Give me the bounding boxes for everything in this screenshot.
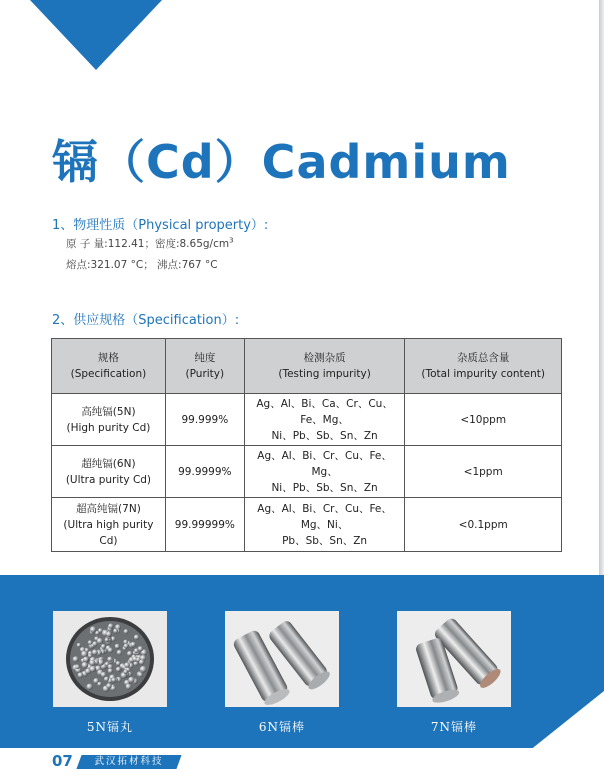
cell-impurity bbox=[244, 446, 405, 498]
physical-property-heading: 1、物理性质（Physical property）: bbox=[52, 218, 269, 233]
grade-en: (High purity Cd) bbox=[66, 421, 151, 434]
pellet bbox=[98, 628, 103, 633]
page-title: 镉（Cd）Cadmium bbox=[52, 135, 511, 189]
table-row bbox=[52, 394, 562, 446]
pellet bbox=[78, 672, 84, 678]
pellet bbox=[123, 669, 128, 674]
rods-image-6n bbox=[225, 611, 339, 707]
pellet bbox=[92, 641, 97, 646]
cell-total: <0.1ppm bbox=[405, 498, 562, 552]
pellet bbox=[97, 638, 103, 644]
brand-name: 武汉拓材科技 bbox=[94, 756, 164, 767]
grade-cn: 超纯镉(6N) bbox=[81, 457, 136, 470]
header-en: (Total impurity content) bbox=[421, 368, 545, 380]
bottom-corner-triangle bbox=[494, 691, 604, 779]
cell-grade bbox=[52, 498, 166, 552]
pellet bbox=[140, 666, 147, 673]
impurity-line: Ni、Pb、Sb、Sn、Zn bbox=[271, 429, 378, 442]
atomic-weight-density-text: 原 子 量:112.41；密度:8.65g/cm bbox=[66, 238, 230, 250]
pellet bbox=[134, 635, 139, 640]
pellet bbox=[134, 648, 139, 653]
header-specification bbox=[52, 339, 166, 394]
pellet bbox=[90, 666, 96, 672]
header-en: (Testing impurity) bbox=[278, 368, 371, 380]
photo-6n-rods bbox=[225, 611, 339, 707]
pellet bbox=[108, 623, 113, 628]
pellet bbox=[113, 629, 118, 634]
density-unit-superscript: 3 bbox=[229, 236, 234, 245]
pellet bbox=[128, 677, 134, 683]
header-en: (Purity) bbox=[185, 368, 225, 380]
pellet bbox=[116, 667, 121, 672]
header-cn: 杂质总含量 bbox=[456, 352, 510, 364]
grade-en: (Ultra high purity Cd) bbox=[63, 518, 154, 547]
header-purity bbox=[165, 339, 244, 394]
impurity-line: Ag、Al、Bi、Cr、Cu、Fe、Mg、 bbox=[257, 449, 392, 478]
pellet bbox=[82, 662, 89, 669]
impurity-line: Ni、Pb、Sb、Sn、Zn bbox=[271, 481, 378, 494]
table-row bbox=[52, 498, 562, 552]
pellet bbox=[90, 626, 96, 632]
brand-logo bbox=[76, 755, 181, 769]
caption-7n-rods: 7N镉棒 bbox=[430, 720, 478, 734]
pellet bbox=[117, 650, 122, 655]
photo-5n-pellets bbox=[53, 611, 167, 707]
pellet bbox=[77, 643, 81, 647]
pellet bbox=[108, 648, 113, 653]
pellet bbox=[105, 638, 109, 642]
cell-impurity bbox=[244, 394, 405, 446]
grade-cn: 超高纯镉(7N) bbox=[76, 502, 141, 515]
header-total-impurity bbox=[405, 339, 562, 394]
pellet bbox=[112, 678, 116, 682]
pellet bbox=[124, 662, 130, 668]
pellet bbox=[87, 684, 93, 690]
cell-purity: 99.9999% bbox=[165, 446, 244, 498]
pellet bbox=[138, 672, 143, 677]
pellet bbox=[139, 660, 144, 665]
pellet bbox=[101, 644, 106, 649]
melting-boiling-point: 熔点:321.07 °C； 沸点:767 °C bbox=[66, 259, 218, 271]
pellets-image bbox=[53, 611, 167, 707]
caption-5n-pellets: 5N镉丸 bbox=[86, 720, 134, 734]
pellet bbox=[97, 682, 102, 687]
cell-purity: 99.99999% bbox=[165, 498, 244, 552]
page-number: 07 bbox=[52, 752, 73, 770]
specification-table bbox=[51, 338, 562, 552]
header-cn: 纯度 bbox=[194, 352, 216, 364]
cell-total: <10ppm bbox=[405, 394, 562, 446]
pellet bbox=[115, 644, 120, 649]
cell-grade bbox=[52, 394, 166, 446]
grade-cn: 高纯镉(5N) bbox=[81, 405, 136, 418]
pellet bbox=[92, 649, 98, 655]
cell-grade bbox=[52, 446, 166, 498]
table-header-row bbox=[52, 339, 562, 394]
header-en: (Specification) bbox=[70, 368, 147, 380]
cell-total: <1ppm bbox=[405, 446, 562, 498]
pellet bbox=[88, 640, 93, 645]
pellet bbox=[124, 629, 129, 634]
pellet bbox=[131, 642, 136, 647]
pellet bbox=[106, 683, 111, 688]
pellet bbox=[123, 640, 128, 645]
header-testing-impurity bbox=[244, 339, 405, 394]
impurity-line: Ag、Al、Bi、Cr、Cu、Fe、Mg、Ni、 bbox=[257, 502, 392, 531]
pellet bbox=[81, 651, 88, 658]
pellet bbox=[107, 657, 112, 662]
pellet bbox=[124, 644, 129, 649]
pellet bbox=[83, 657, 89, 663]
cell-impurity bbox=[244, 498, 405, 552]
pellet bbox=[126, 684, 132, 690]
pellet bbox=[108, 668, 113, 673]
pellet bbox=[106, 631, 112, 637]
atomic-weight-density bbox=[66, 236, 234, 251]
header-cn: 检测杂质 bbox=[303, 352, 346, 364]
pellet bbox=[73, 656, 79, 662]
specification-heading: 2、供应规格（Specification）: bbox=[52, 313, 240, 328]
pellet bbox=[75, 665, 80, 670]
pellet bbox=[127, 651, 132, 656]
cell-purity: 99.999% bbox=[165, 394, 244, 446]
pellet bbox=[101, 672, 107, 678]
pellet bbox=[89, 660, 95, 666]
table-row bbox=[52, 446, 562, 498]
impurity-line: Pb、Sb、Sn、Zn bbox=[282, 534, 368, 547]
caption-6n-rods: 6N镉棒 bbox=[258, 720, 306, 734]
header-cn: 规格 bbox=[97, 352, 119, 364]
grade-en: (Ultra purity Cd) bbox=[65, 473, 152, 486]
top-corner-triangle bbox=[30, 0, 162, 70]
impurity-line: Ag、Al、Bi、Ca、Cr、Cu、Fe、Mg、 bbox=[256, 397, 393, 426]
